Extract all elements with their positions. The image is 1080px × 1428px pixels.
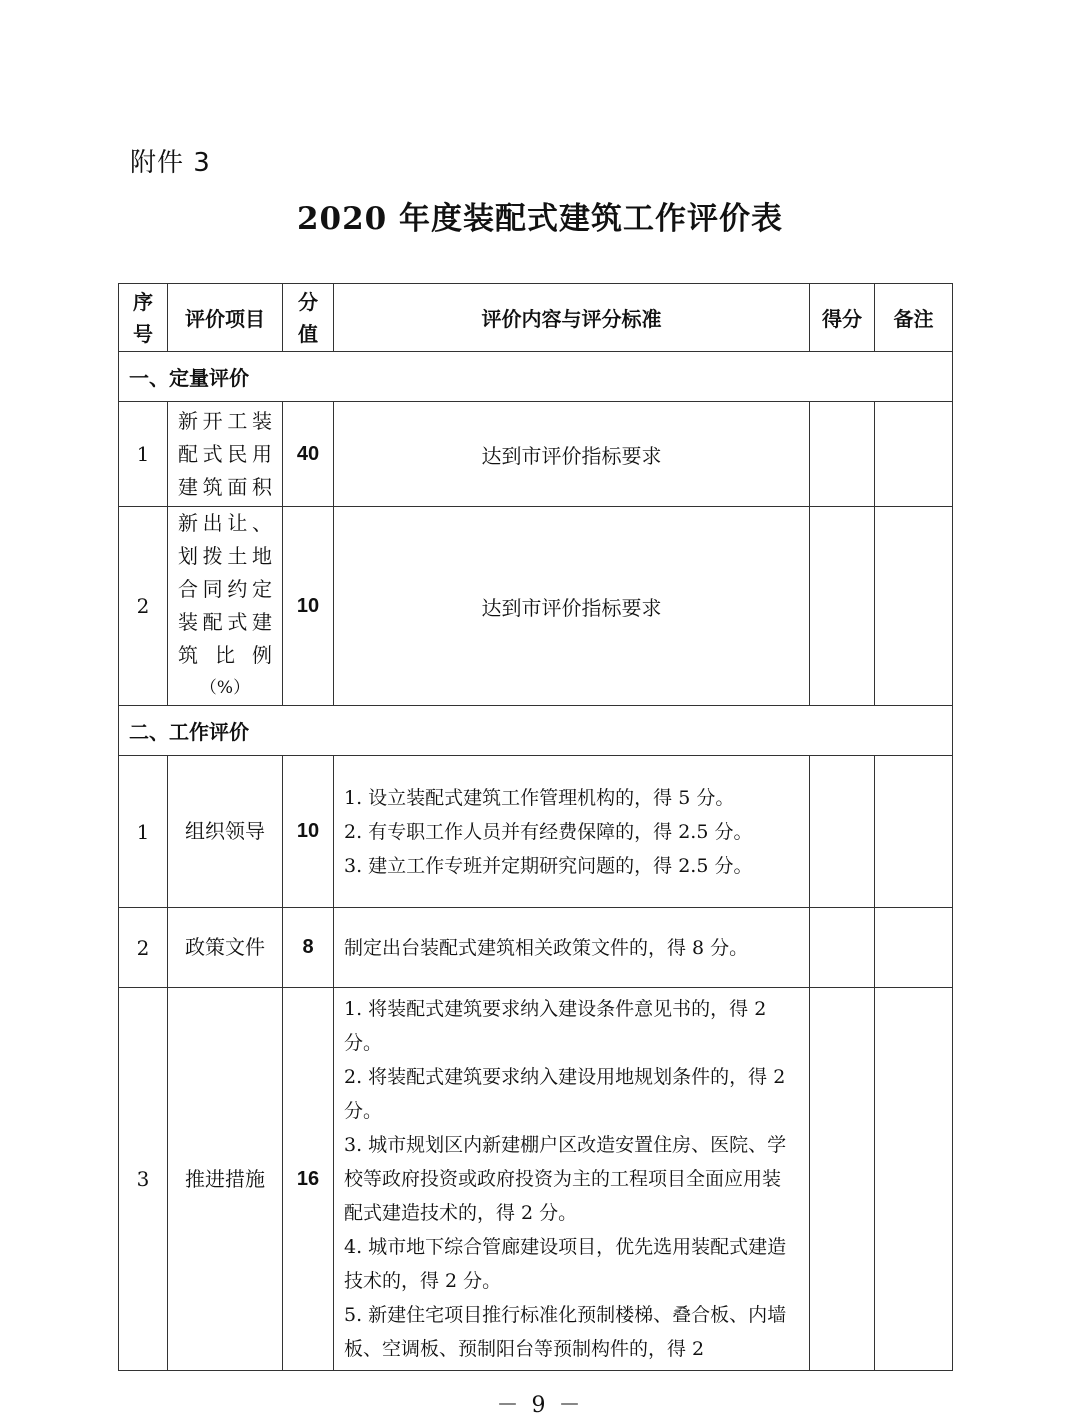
item-line: 划拨土地 [178,544,272,568]
page-title: 2020 年度装配式建筑工作评价表 [296,201,784,237]
row-got-score[interactable] [810,402,875,507]
criteria-line: 2. 有专职工作人员并有经费保障的，得 2.5 分。 [344,820,753,843]
item-line: 新开工装 [178,408,272,433]
row-note[interactable] [875,908,953,988]
criteria-line: 4. 城市地下综合管廊建设项目，优先选用装配式建造技术的，得 2 分。 [344,1236,787,1292]
item-line: 筑 比 例 [178,643,272,667]
row-note[interactable] [875,988,953,1371]
row-score: 16 [283,988,334,1371]
header-got-score: 得分 [810,284,875,352]
row-score: 8 [283,908,334,988]
criteria-line: 1. 将装配式建筑要求纳入建设条件意见书的，得 2 分。 [344,998,767,1054]
row-seq: 1 [119,756,168,908]
row-criteria: 达到市评价指标要求 [334,507,810,706]
header-seq-line: 号 [133,321,153,346]
page-number: － 9 － [496,1393,584,1418]
row-note[interactable] [875,507,953,706]
row-seq: 1 [119,402,168,507]
criteria-line: 制定出台装配式建筑相关政策文件的，得 8 分。 [344,936,749,959]
header-score-line: 值 [298,321,318,346]
row-seq: 2 [119,507,168,706]
criteria-line: 2. 将装配式建筑要求纳入建设用地规划条件的，得 2 分。 [344,1066,786,1122]
criteria-line: 3. 建立工作专班并定期研究问题的，得 2.5 分。 [344,854,753,877]
header-score-line: 分 [298,289,318,314]
header-item: 评价项目 [168,284,283,352]
row-note[interactable] [875,402,953,507]
header-criteria: 评价内容与评分标准 [334,284,810,352]
section-row [119,352,953,402]
row-seq: 3 [119,988,168,1371]
evaluation-table [118,283,953,1371]
item-line: 合同约定 [178,577,272,601]
row-note[interactable] [875,756,953,908]
table-header-row [119,284,953,352]
item-line: 新出让、 [178,511,272,535]
table-row [119,988,953,1371]
item-line: 配式民用 [178,441,272,466]
section-title: 二、工作评价 [119,706,953,756]
row-seq: 2 [119,908,168,988]
header-seq [119,284,168,352]
table-row [119,507,953,706]
attachment-label: 附件 3 [130,148,211,178]
row-criteria [334,908,810,988]
row-criteria [334,988,810,1371]
row-got-score[interactable] [810,507,875,706]
item-line: 装配式建 [178,610,272,634]
table-row [119,402,953,507]
header-note: 备注 [875,284,953,352]
row-criteria [334,756,810,908]
row-score: 10 [283,756,334,908]
row-item [168,507,283,706]
criteria-line: 5. 新建住宅项目推行标准化预制楼梯、叠合板、内墙板、空调板、预制阳台等预制构件的，得 2 [344,1304,787,1360]
row-item: 政策文件 [168,908,283,988]
row-item: 组织领导 [168,756,283,908]
table-row [119,908,953,988]
row-got-score[interactable] [810,988,875,1371]
row-got-score[interactable] [810,908,875,988]
table-row [119,756,953,908]
criteria-line: 1. 设立装配式建筑工作管理机构的，得 5 分。 [344,786,735,809]
item-line: 建筑面积 [178,474,272,499]
section-row [119,706,953,756]
row-item [168,402,283,507]
row-got-score[interactable] [810,756,875,908]
row-score: 10 [283,507,334,706]
item-line: （%） [199,678,251,698]
criteria-line: 3. 城市规划区内新建棚户区改造安置住房、医院、学校等政府投资或政府投资为主的工程项目全面应用装配式建造技术的，得 2 分。 [344,1134,787,1224]
row-score: 40 [283,402,334,507]
row-criteria: 达到市评价指标要求 [334,402,810,507]
row-item: 推进措施 [168,988,283,1371]
header-seq-line: 序 [133,289,153,314]
header-score [283,284,334,352]
section-title: 一、定量评价 [119,352,953,402]
